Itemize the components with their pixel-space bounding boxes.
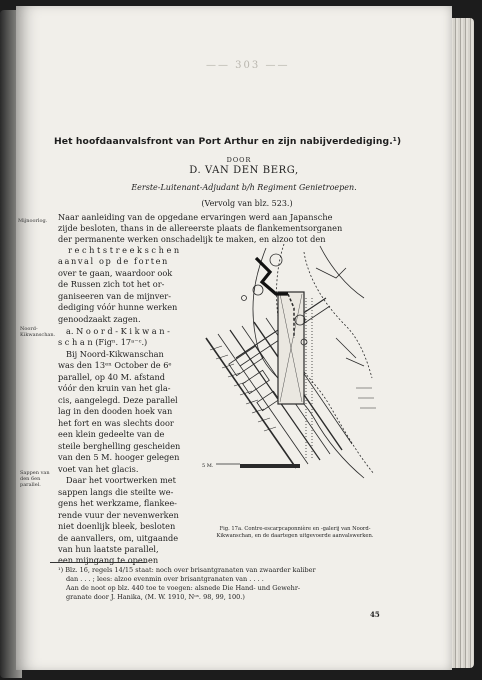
body-line: was den 13ᵉⁿ October de 6ᵉ	[58, 360, 172, 370]
body-line: sappen langs die steilte we-	[58, 487, 174, 497]
article-title: Het hoofdaanvalsfront van Port Arthur en zijn nabijverdediging.¹)	[54, 136, 402, 147]
byline-door: DOOR	[226, 156, 252, 164]
body-line: dediging vóór hunne werken	[58, 302, 178, 312]
body-line: genoodzaakt zagen.	[58, 314, 141, 324]
body-line: vóór den kruin van het gla-	[58, 383, 171, 393]
body-line: over te gaan, waardoor ook	[58, 268, 173, 278]
body-line: Daar het voortwerken met	[66, 475, 176, 485]
figure-caption: Fig. 17a. Contre-escarpcaponnière en -galerij van Noord-Kikwanschan, en de daartegen uitgevoerde aanvalswerken.	[216, 526, 374, 539]
body-line: Bij Noord-Kikwanschan	[66, 349, 164, 359]
author-rank: Eerste-Luitenant-Adjudant b/h Regiment Genietroepen.	[131, 183, 357, 192]
footnote-line: ¹) Blz. 16, regels 14/15 staat: noch over brisantgranaten van zwaarder kaliber	[58, 566, 316, 574]
body-line: Naar aanleiding van de opgedane ervaringen werd aan Japansche	[58, 212, 333, 222]
body-line: een klein gedeelte van de	[58, 429, 165, 439]
fortification-plan-figure	[196, 238, 384, 482]
body-line: voet van het glacis.	[58, 464, 139, 474]
body-line: het fort en was slechts door	[58, 418, 174, 428]
footnote-line: Aan de noot op blz. 440 toe te voegen: alsnede Die Hand- und Gewehr-	[66, 584, 301, 592]
body-line: gens het werkzame, flankee-	[58, 498, 177, 508]
margin-note: Mijnoorlog.	[18, 218, 48, 224]
body-line: de aanvallers, om, uitgaande	[58, 533, 179, 543]
body-line: a. N o o r d - K i k w a n -	[66, 326, 170, 336]
body-line: cis, aangelegd. Deze parallel	[58, 395, 178, 405]
body-line: aanval op de forten	[58, 256, 169, 266]
scale-label: 5 M.	[202, 463, 214, 469]
body-line: steile berghelling gescheiden	[58, 441, 181, 451]
body-line: van den 5 M. hooger gelegen	[58, 452, 180, 462]
footnote-line: granate door J. Hanika, (M. W. 1910, Nᵒˢ. 98, 99, 100.)	[66, 593, 245, 601]
book-page	[16, 6, 452, 670]
body-line: een mijngang te openen	[58, 555, 159, 565]
body-line: van hun laatste parallel,	[58, 544, 159, 554]
body-line: de Russen zich tot het or-	[58, 279, 165, 289]
bleed-through-page-number: —— 303 ——	[206, 60, 290, 71]
page-number: 45	[370, 610, 380, 619]
body-line: s c h a n (Figⁿ. 17ᵃ⁻ᶜ.)	[58, 337, 148, 347]
margin-note: Noord-Kikwanschan.	[20, 326, 56, 338]
footnote-line: dan . . . ; lees: alzoo evenmin over brisantgranaten van . . . .	[66, 575, 264, 583]
body-line: zijde besloten, thans in de allereerste plaats de flankementsorganen	[58, 223, 343, 233]
author-name: D. VAN DEN BERG,	[189, 165, 299, 176]
body-line: r e c h t s t r e e k s c h e n	[68, 245, 180, 255]
body-line: lag in den dooden hoek van	[58, 406, 173, 416]
body-line: niet doenlijk bleek, besloten	[58, 521, 176, 531]
continuation-note: (Vervolg van blz. 523.)	[201, 199, 293, 208]
body-line: der permanente werken onschadelijk te maken, en alzoo tot den	[58, 234, 326, 244]
body-line: ganiseeren van de mijnver-	[58, 291, 171, 301]
body-line: rende vuur der nevenwerken	[58, 510, 179, 520]
body-line: parallel, op 40 M. afstand	[58, 372, 166, 382]
margin-note: Sappen van den 6en parallel.	[20, 470, 50, 488]
footnote-divider	[50, 562, 146, 563]
